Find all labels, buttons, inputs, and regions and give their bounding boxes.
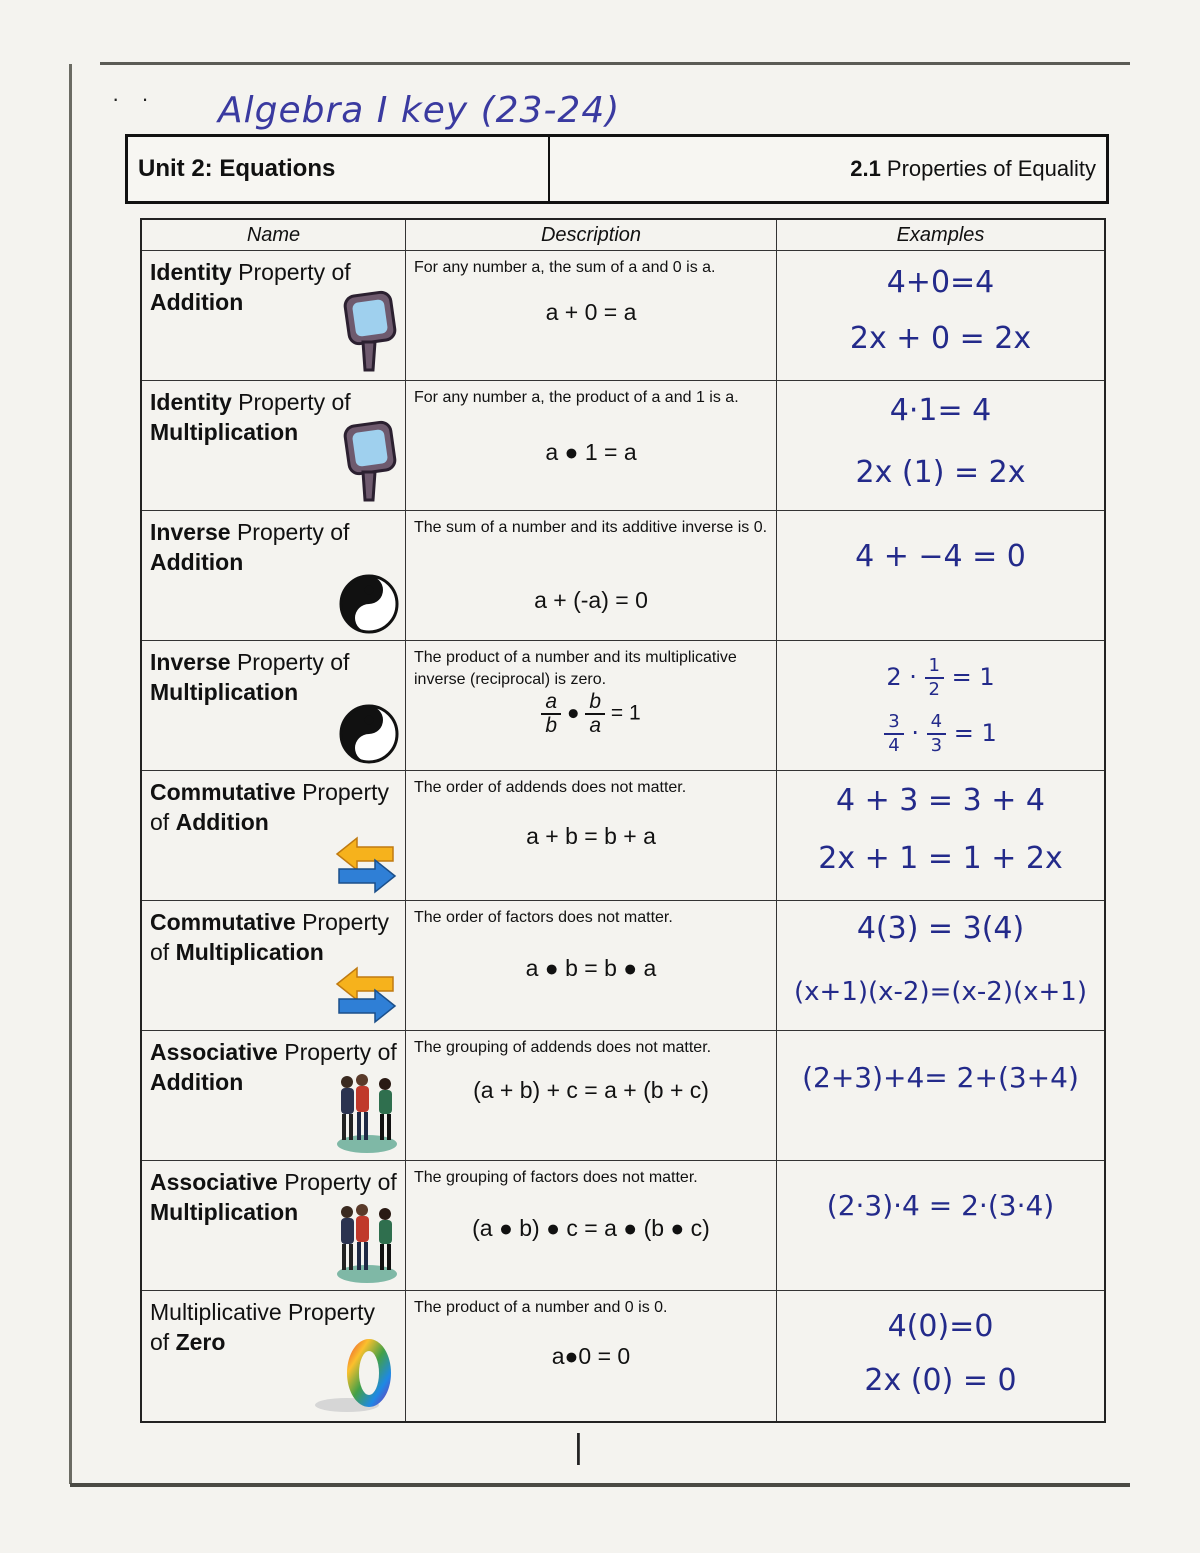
property-description: For any number a, the product of a and 1 is a. <box>414 389 739 406</box>
property-formula: a + b = b + a <box>526 823 656 849</box>
property-name: Identity Property of Multiplication <box>150 389 351 445</box>
group-of-people-icon <box>333 1070 399 1154</box>
property-formula: a + 0 = a <box>545 299 637 325</box>
property-name: Associative Property of Multiplication <box>150 1169 397 1225</box>
property-name: Multiplicative Property of Zero <box>150 1299 375 1355</box>
worksheet-header <box>125 134 1109 204</box>
unit-title: Unit 2: Equations <box>128 137 550 201</box>
property-name: Commutative Property of Multiplication <box>150 909 390 965</box>
property-description: The order of factors does not matter. <box>414 909 673 926</box>
property-name: Inverse Property of Addition <box>150 519 350 575</box>
property-formula: a ● b = b ● a <box>525 955 657 981</box>
property-description: For any number a, the sum of a and 0 is a. <box>414 259 716 276</box>
yin-yang-icon <box>339 704 399 764</box>
section-title <box>550 137 1106 201</box>
example: 2x (0) = 0 <box>864 1363 1017 1398</box>
table-row <box>142 901 1104 1031</box>
yin-yang-icon <box>339 574 399 634</box>
column-header-description: Description <box>406 220 777 250</box>
property-description: The grouping of addends does not matter. <box>414 1039 712 1056</box>
example: 2x + 1 = 1 + 2x <box>818 841 1063 876</box>
example: 4 + −4 = 0 <box>855 539 1026 574</box>
group-of-people-icon <box>333 1200 399 1284</box>
property-formula: (a ● b) ● c = a ● (b ● c) <box>472 1215 710 1241</box>
table-row <box>142 381 1104 511</box>
example: 4·1= 4 <box>889 393 992 428</box>
example: 2x + 0 = 2x <box>849 321 1032 356</box>
property-formula: a + (-a) = 0 <box>534 587 648 613</box>
column-header-examples: Examples <box>896 223 985 246</box>
handwritten-title: Algebra I key (23-24) <box>218 90 621 131</box>
example: 4 + 3 = 3 + 4 <box>836 783 1045 818</box>
properties-table <box>140 218 1106 1423</box>
property-name: Inverse Property of Multiplication <box>150 649 350 705</box>
property-description: The product of a number and 0 is 0. <box>414 1299 668 1316</box>
table-row <box>142 511 1104 641</box>
example: 2x (1) = 2x <box>855 455 1026 490</box>
column-header-name: Name <box>142 220 406 250</box>
example: 4+0=4 <box>886 265 995 300</box>
margin-dots: ·· <box>112 86 171 111</box>
section-name: Properties of Equality <box>886 156 1096 181</box>
example: (2·3)·4 = 2·(3·4) <box>826 1189 1055 1222</box>
property-name: Associative Property of Addition <box>150 1039 397 1095</box>
property-name: Identity Property of Addition <box>150 259 351 315</box>
example: 4(3) = 3(4) <box>856 911 1025 946</box>
property-description: The order of addends does not matter. <box>414 779 687 796</box>
property-description: The grouping of factors does not matter. <box>414 1169 698 1186</box>
table-row <box>142 251 1104 381</box>
section-number: 2.1 <box>850 156 881 181</box>
table-row <box>142 641 1104 771</box>
swap-arrows-icon <box>333 836 399 894</box>
property-formula: a ● 1 = a <box>545 439 637 465</box>
mirror-icon <box>341 290 399 374</box>
example: 4(0)=0 <box>887 1309 994 1344</box>
table-row <box>142 771 1104 901</box>
page-edge-bottom <box>70 1483 1130 1487</box>
table-row <box>142 1031 1104 1161</box>
example: (x+1)(x-2)=(x-2)(x+1) <box>794 977 1087 1007</box>
page-edge-left <box>69 64 72 1484</box>
example: 2 · $\frac{1}{2}$ = 1 <box>886 655 995 700</box>
property-formula: a●0 = 0 <box>551 1343 631 1369</box>
property-name: Commutative Property of Addition <box>150 779 390 835</box>
page-edge-top <box>100 62 1130 65</box>
rainbow-zero-icon <box>313 1335 399 1415</box>
property-description: The sum of a number and its additive inverse is 0. <box>414 519 768 536</box>
property-formula: $\frac{a}{b}$ ● $\frac{b}{a}$ = 1 <box>406 691 776 737</box>
table-row <box>142 1291 1104 1421</box>
example: (2+3)+4= 2+(3+4) <box>802 1061 1079 1094</box>
table-row <box>142 1161 1104 1291</box>
page-number-mark: | <box>574 1428 583 1466</box>
property-description: The product of a number and its multiplicative inverse (reciprocal) is zero. <box>414 649 737 688</box>
mirror-icon <box>341 420 399 504</box>
table-header-row <box>142 220 1104 251</box>
example: $\frac{3}{4}$ · $\frac{4}{3}$ = 1 <box>777 711 1104 757</box>
property-formula: (a + b) + c = a + (b + c) <box>473 1077 709 1103</box>
swap-arrows-icon <box>333 966 399 1024</box>
